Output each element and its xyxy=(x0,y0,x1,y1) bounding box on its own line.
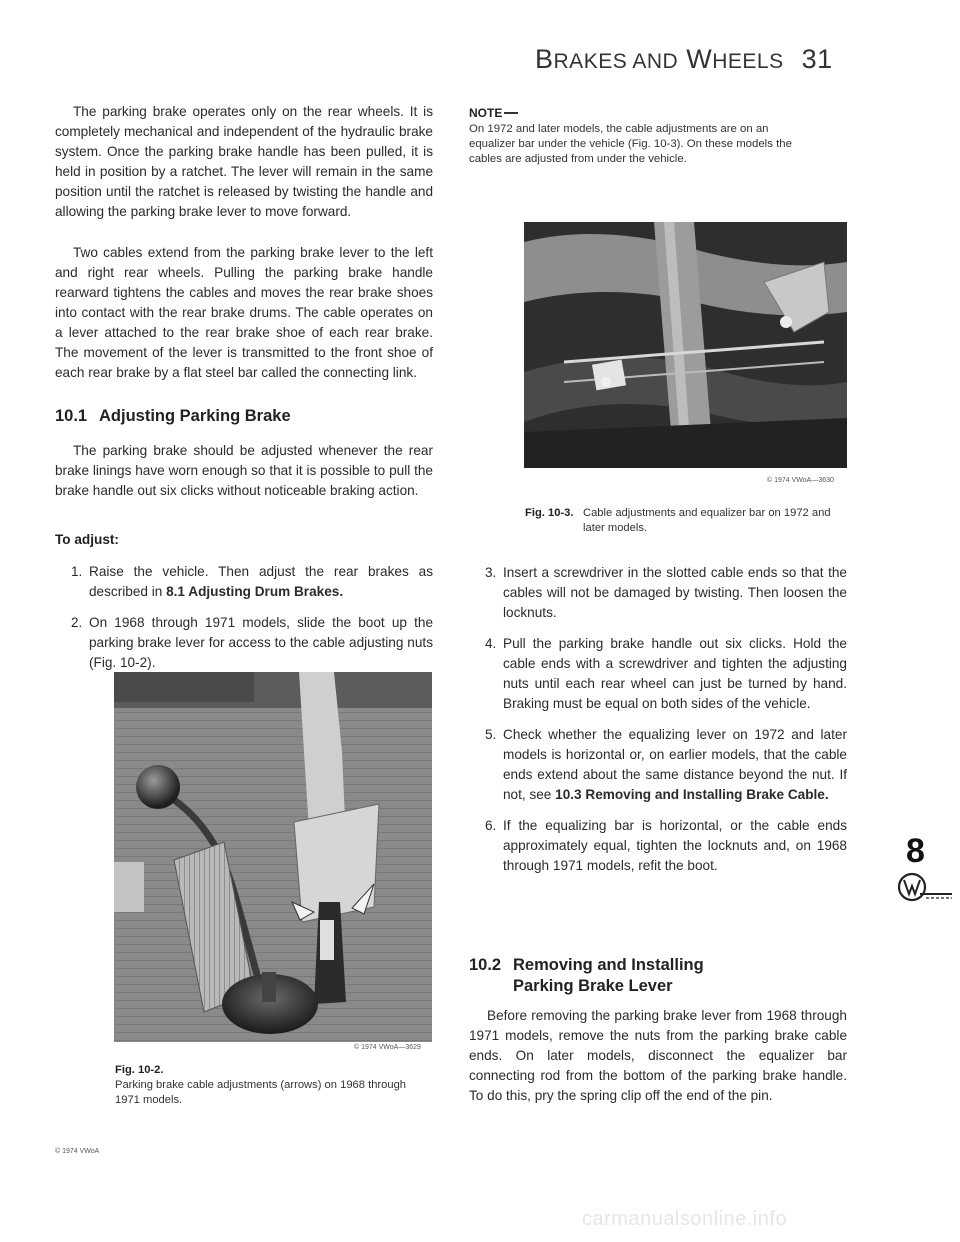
section-tab-number: 8 xyxy=(906,832,925,870)
photo-credit-10-3: © 1974 VWoA—3630 xyxy=(767,477,834,484)
removing-paragraph: Before removing the parking brake lever from 1968 through 1971 models, remove the nuts from the parking brake cable ends. On later models, disconnect the equalizer bar connecting rod from the bottom of the parking brake handle. To do this, pry the spring clip off the end of the pin. xyxy=(469,1008,847,1103)
list-item: 4. Pull the parking brake handle out six clicks. Hold the cable ends with a screwdriver and tighten the adjusting nuts until each rear wheel can just be turned by hand. Braking must be equal on both sides of the vehicle. xyxy=(485,636,847,711)
running-head: BRAKES AND WHEELS 31 xyxy=(535,44,833,74)
vw-logo-icon xyxy=(898,872,954,904)
left-steps-list xyxy=(55,562,433,684)
photo-parking-brake-lever xyxy=(114,672,432,1042)
note-heading: NOTE xyxy=(469,104,847,122)
cables-paragraph: Two cables extend from the parking brake lever to the left and right rear wheels. Pulling the parking brake handle rearward tightens the cables and moves the rear brake shoes into contact with the rear brake drums. The cable operates on a lever attached to the rear brake shoe of each rear brake. The movement of the lever is transmitted to the front shoe of each rear brake by a flat steel bar called the connecting link. xyxy=(55,245,433,380)
note-block xyxy=(469,104,847,167)
list-item: 1. Raise the vehicle. Then adjust the rear brakes as described in 8.1 Adjusting Drum Brakes. xyxy=(71,564,433,599)
section-heading-10-1: 10.1 Adjusting Parking Brake xyxy=(55,407,291,425)
figure-caption-10-2: Fig. 10-2.Parking brake cable adjustments (arrows) on 1968 through 1971 models. xyxy=(115,1064,407,1106)
page-number: 31 xyxy=(801,44,833,74)
to-adjust-label: To adjust: xyxy=(55,532,119,547)
intro-paragraph: The parking brake operates only on the rear wheels. It is completely mechanical and independent of the hydraulic brake system. Once the parking brake handle has been pulled, it is held in position by a ratchet. The lever will remain in the same position until the ratchet is released by twisting the handle and allowing the parking brake lever to move forward. xyxy=(55,104,433,219)
photo-illustration xyxy=(524,222,847,468)
watermark: carmanualsonline.info xyxy=(582,1208,788,1230)
list-item: 2. On 1968 through 1971 models, slide the boot up the parking brake lever for access to the cable adjusting nuts (Fig. 10-2). xyxy=(71,615,433,670)
adjust-intro-paragraph: The parking brake should be adjusted whenever the rear brake linings have worn enough so that it is possible to pull the brake handle out six clicks without noticeable braking action. xyxy=(55,443,433,498)
right-steps-list xyxy=(469,563,847,887)
note-text: On 1972 and later models, the cable adjustments are on an equalizer bar under the vehicle (Fig. 10-3). On these models the cables are adjusted from under the vehicle. xyxy=(469,123,792,165)
photo-illustration xyxy=(114,672,432,1042)
list-item: 6. If the equalizing bar is horizontal, or the cable ends approximately equal, tighten the locknuts and, on 1968 through 1971 models, refit the boot. xyxy=(485,818,847,873)
list-item: 5. Check whether the equalizing lever on 1972 and later models is horizontal or, on earlier models, that the cable ends extend about the same distance beyond the nut. If not, see 10.3 Removing and Installing Brake Cable. xyxy=(485,727,847,802)
page-credit: © 1974 VWoA xyxy=(55,1148,100,1155)
section-heading-10-2: 10.2 Removing and Installing Parking Brake Lever xyxy=(469,956,704,995)
list-item: 3. Insert a screwdriver in the slotted cable ends so that the cables will not be damaged by twisting. Then loosen the locknuts. xyxy=(485,565,847,620)
figure-caption-10-3: Fig. 10-3. Cable adjustments and equalizer bar on 1972 and later models. xyxy=(525,507,831,534)
photo-equalizer-bar xyxy=(524,222,847,468)
photo-credit-10-2: © 1974 VWoA—3629 xyxy=(354,1044,421,1051)
